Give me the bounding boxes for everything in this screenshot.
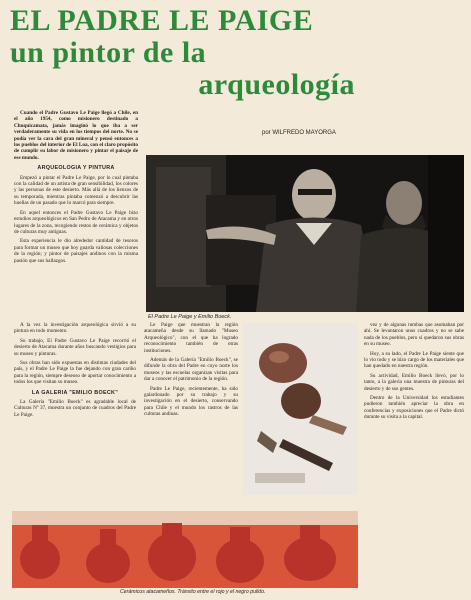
- section-1-title: ARQUEOLOGIA Y PINTURA: [37, 165, 115, 172]
- headline-line-2: un pintor de la: [10, 36, 207, 69]
- article-column-1-lower: [14, 322, 136, 502]
- section-1-paragraph: Empezó a pintar el Padre Le Paige, por lo cual pintaba con la calidad de un artista de gran sensibilidad, los colores y las personas de este desierto. Más allá de los lienzos de su temporada, mientras pintaba comenzó a descubrir las huellas de un pasado que lo marcó para siempre.: [14, 174, 138, 207]
- paragraph: Hoy, a su lado, el Padre Le Paige siente que lo vio todo y se hizo cargo de los materiales que han quedado en nuestra región.: [364, 350, 464, 370]
- photo-padre-le-paige: [146, 155, 464, 312]
- paragraph: Sus obras han sido expuestas en distintas ciudades del país, y el Padre Le Paige la fue dejando con gran cariño para la región, siempre deseoso de aportar conocimiento a todos los que visitan su museo.: [14, 360, 136, 386]
- section-2-title: LA GALERIA "EMILIO BOECK": [31, 389, 119, 396]
- photo-top-image: [146, 155, 464, 312]
- photo-top-caption: El Padre Le Paige y Emilio Boeck.: [148, 314, 232, 320]
- headline-line-1: EL PADRE LE PAIGE: [10, 4, 314, 37]
- paragraph: Su trabajo, El Padre Gustavo Le Paige recorrió el desierto de Atacama durante años buscando vestigios para su museo y pinturas.: [14, 337, 136, 357]
- headline-line-3: arqueología: [198, 68, 355, 101]
- paragraph: vez y de algunas tumbas que asomaban por ahí. Se levantaron unos cuadros y no se sabe nada de los pueblos, pero sí quedaron sus obras en su museo.: [364, 322, 464, 348]
- photo-pottery-image: [12, 511, 358, 588]
- byline: por WILFREDO MAYORGA: [262, 130, 336, 136]
- intro-paragraph: Cuando el Padre Gustavo Le Paige llegó a Chile, en el año 1954, como misionero destinado a Chuquicamata, jamás imaginó lo que iba a ser verdaderamente su vida en los tiempos del norte. No se podía ver la cara del gran mineral y pensó entonces a los pueblos del interior de El Loa, con el claro propósito de cumplir su labor de misionero y pintar el paisaje de ese mundo.: [14, 110, 138, 161]
- section-1-paragraph: Esta experiencia le dio alrededor cantidad de tesoros para formar un museo que hoy guarda valiosas colecciones de la región; y pintor de paisajes andinos con la misma pasión que sus hallazgos.: [14, 238, 138, 264]
- paragraph: Dentro de la Universidad los estudiantes pudieron también apreciar la obra en conferencias y exposiciones que el Padre dictó durante su visita a la capital.: [364, 395, 464, 421]
- paragraph: Padre Le Paige, recientemente, ha sido galardonado por su trabajo y su investigación en el desierto, conservando para Chile y el mundo los rastros de las culturas andinas.: [144, 385, 238, 418]
- photo-artifacts: [243, 323, 358, 495]
- photo-bottom-caption: Cerámicos atacameños. Tránsito entre el rojo y el negro pulido.: [120, 589, 266, 595]
- headline: [10, 6, 465, 100]
- section-1-paragraph: En aquel entonces el Padre Gustavo Le Paige hizo estudios arqueológicos en San Pedro de Atacama y en otros lugares de la zona, recogiendo restos de cerámica y objetos de culturas muy antiguas.: [14, 209, 138, 235]
- paragraph: Su actividad, Emilio Boeck llevó, por lo tanto, a la galería una muestra de pinturas del desierto y de sus gentes.: [364, 372, 464, 392]
- paragraph: Le Paige que muestran la región atacameña desde su llamado "Museo Arqueológico", con el que ha logrado reconocimiento también de otras instituciones.: [144, 322, 238, 354]
- section-2-paragraph: La Galería "Emilio Boeck" es agradable local de Culturas Nº 37, muestra un conjunto de cuadros del Padre Le Paige.: [14, 399, 136, 418]
- article-column-2: [144, 322, 238, 506]
- paragraph: Además de la Galería "Emilio Boeck", se difunde la obra del Padre en cuyo norte los museos y las escuelas organizan visitas para dar a conocer el patrimonio de la región.: [144, 357, 238, 383]
- article-column-4: [364, 322, 464, 588]
- article-column-1: [14, 110, 138, 310]
- photo-artifacts-image: [243, 323, 358, 495]
- paragraph: A la vez la investigación arqueológica sirvió a su pintura en todo momento.: [14, 322, 136, 335]
- photo-pottery: [12, 511, 358, 588]
